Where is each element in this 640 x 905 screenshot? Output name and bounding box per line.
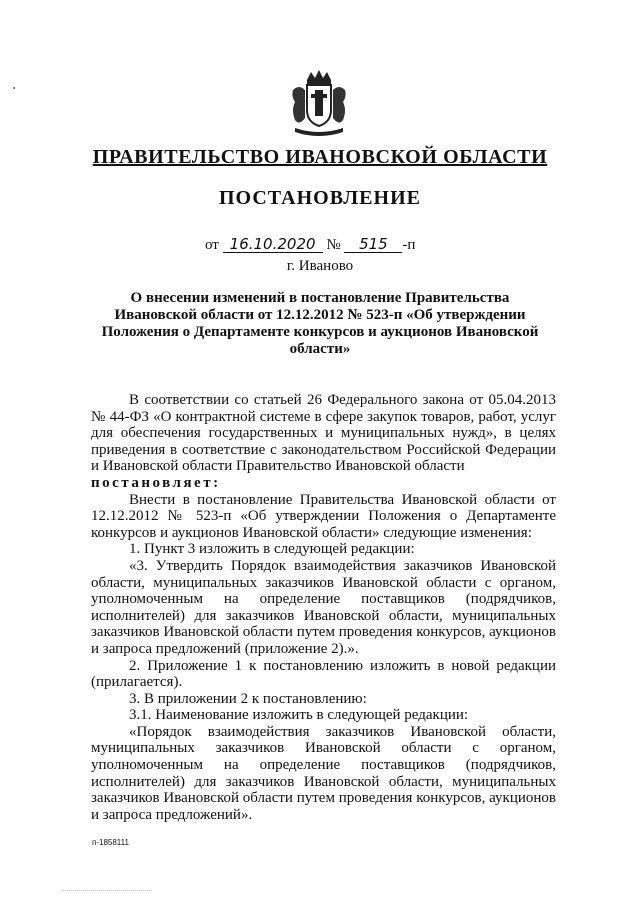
date-handwritten: 16.10.2020 — [223, 236, 323, 253]
date-prefix: от — [205, 237, 219, 253]
document-code: п-1858111 — [92, 838, 129, 847]
document-heading: О внесении изменений в постановление Правительства Ивановской области от 12.12.2012 № 523-п «Об утверждении Положения о Департаменте конкурсов и аукционов Ивановской области» — [101, 290, 539, 357]
paragraph: «Порядок взаимодействия заказчиков Ивановской области, муниципальных заказчиков Ивановской области с органом, уполномоченным на определение поставщиков (подрядчиков, исполнителей) для заказчиков Ивановской области, муниципальных заказчиков Ивановской области путем проведения конкурсов, аукционов и запроса предложений». — [91, 723, 556, 823]
paragraph — [91, 475, 556, 492]
paragraph: Внести в постановление Правительства Ивановской области от 12.12.2012 № 523-п «Об утверждении Положения о Департаменте конкурсов и аукционов Ивановской области» следующие изменения: — [91, 491, 556, 541]
paragraph — [91, 392, 556, 475]
number-handwritten: 515 — [344, 236, 402, 253]
paragraph: 1. Пункт 3 изложить в следующей редакции: — [129, 541, 415, 558]
paragraph: 2. Приложение 1 к постановлению изложить в новой редакции (прилагается). — [91, 657, 556, 691]
document-body — [91, 392, 556, 823]
number-suffix: -п — [402, 237, 416, 253]
paragraph-text: В соответствии со статьей 26 Федерального закона от 05.04.2013 № 44-ФЗ «О контрактной системе в сфере закупок товаров, работ, услуг для обеспечения государственных и муниципальных нужд», в целях приведения в соответствие с законодательством Российской Федерации и Ивановской области Правительство Ивановской области — [91, 392, 556, 475]
document-type: ПОСТАНОВЛЕНИЕ — [219, 187, 421, 209]
number-sign: № — [326, 237, 341, 253]
paragraph: 3. В приложении 2 к постановлению: — [129, 690, 367, 707]
scan-artifact — [62, 886, 152, 891]
government-title: ПРАВИТЕЛЬСТВО ИВАНОВСКОЙ ОБЛАСТИ — [92, 146, 548, 168]
scan-speck — [13, 87, 15, 89]
city: г. Иваново — [286, 258, 354, 274]
paragraph: 3.1. Наименование изложить в следующей редакции: — [129, 707, 469, 724]
postanovlyaet-text: постановляет: — [91, 474, 221, 491]
coat-of-arms-icon — [289, 70, 349, 138]
date-number-line — [205, 236, 415, 254]
paragraph: «3. Утвердить Порядок взаимодействия заказчиков Ивановской области, муниципальных заказчиков Ивановской области с органом, уполномоченным на определение поставщиков (подрядчиков, исполнителей) для заказчиков Ивановской области, муниципальных заказчиков Ивановской области путем проведения конкурсов, аукционов и запроса предложений (приложение 2).». — [91, 557, 556, 657]
